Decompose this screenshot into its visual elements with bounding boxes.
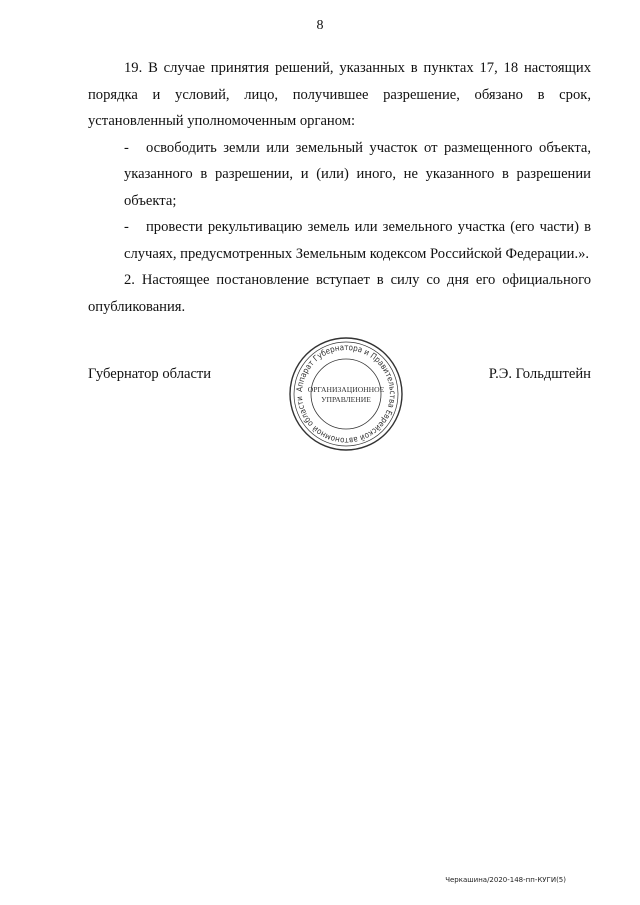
seal-ring-text: Аппарат Губернатора и Правительства Еврейской автономной области [293, 341, 399, 447]
svg-text:Аппарат Губернатора и Правител [294, 342, 398, 446]
bullet-item-2 [88, 214, 591, 267]
seal-center-line-2: УПРАВЛЕНИЕ [321, 395, 371, 404]
bullet-text-2: провести рекультивацию земель или земельного участка (его части) в случаях, предусмотренных Земельным кодексом Российской Федерации.». [124, 219, 591, 262]
seal-center-line-1: ОРГАНИЗАЦИОННОЕ [307, 385, 385, 394]
page-number: 8 [316, 18, 324, 33]
bullet-item-1 [88, 135, 591, 215]
bullet-text-1: освободить земли или земельный участок от размещенного объекта, указанного в разрешении, и (или) иного, не указанного в разрешении объекта; [124, 139, 591, 209]
bullet-dash: - [124, 219, 129, 235]
seal-graphic [281, 335, 411, 453]
official-seal [281, 335, 411, 453]
paragraph-2: 2. Настоящее постановление вступает в силу со дня его официального опубликования. [88, 272, 591, 315]
signatory-name: Р.Э. Гольдштейн [488, 366, 591, 382]
document-body [88, 55, 591, 320]
signatory-position: Губернатор области [88, 366, 212, 382]
bullet-dash: - [124, 139, 129, 156]
paragraph-19-intro: 19. В случае принятия решений, указанных в пунктах 17, 18 настоящих порядка и условий, лицо, получившее разрешение, обязано в срок, установленный уполномоченным органом: [88, 60, 591, 129]
document-footer-code: Черкашина/2020-148-пп-КУГИ(5) [445, 876, 566, 884]
